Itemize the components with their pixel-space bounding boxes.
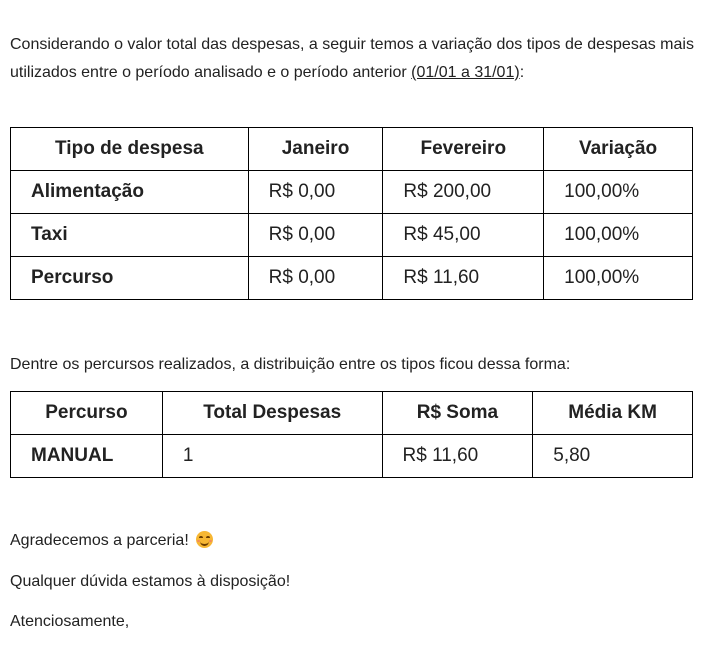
column-header: Percurso	[11, 392, 163, 435]
column-header: Tipo de despesa	[11, 128, 249, 171]
thanks-line	[10, 530, 213, 552]
period-link[interactable]: (01/01 a 31/01)	[411, 64, 520, 81]
table-cell: R$ 0,00	[248, 257, 383, 300]
route-distribution-table	[10, 391, 693, 478]
intro-text: Considerando o valor total das despesas, a seguir temos a variação dos tipos de despesas mais utilizados entre o período analisado e o período anterior	[10, 36, 694, 81]
column-header: Janeiro	[248, 128, 383, 171]
table-row	[11, 257, 693, 300]
column-header: Fevereiro	[383, 128, 544, 171]
table-cell: 1	[162, 435, 382, 478]
table-header-row	[11, 128, 693, 171]
column-header: Total Despesas	[162, 392, 382, 435]
questions-text: Qualquer dúvida estamos à disposição!	[10, 573, 291, 590]
table-cell: R$ 11,60	[383, 257, 544, 300]
table-cell: R$ 0,00	[248, 171, 383, 214]
table-cell: R$ 0,00	[248, 214, 383, 257]
smiling-face-icon	[196, 531, 213, 548]
route-type-cell: MANUAL	[11, 435, 163, 478]
table-row	[11, 435, 693, 478]
distribution-text: Dentre os percursos realizados, a distribuição entre os tipos ficou dessa forma:	[10, 356, 571, 373]
table-cell: R$ 11,60	[382, 435, 533, 478]
column-header: Variação	[544, 128, 693, 171]
table-cell: R$ 200,00	[383, 171, 544, 214]
table-row	[11, 214, 693, 257]
intro-paragraph	[10, 31, 700, 87]
expense-type-cell: Alimentação	[11, 171, 249, 214]
expense-type-cell: Taxi	[11, 214, 249, 257]
expense-type-cell: Percurso	[11, 257, 249, 300]
table-cell: 100,00%	[544, 257, 693, 300]
column-header: Média KM	[533, 392, 693, 435]
expense-variation-table	[10, 127, 693, 300]
signoff-text: Atenciosamente,	[10, 613, 130, 630]
thanks-text: Agradecemos a parceria!	[10, 532, 189, 549]
table-cell: 5,80	[533, 435, 693, 478]
column-header: R$ Soma	[382, 392, 533, 435]
table-cell: 100,00%	[544, 171, 693, 214]
table-cell: R$ 45,00	[383, 214, 544, 257]
table-row	[11, 171, 693, 214]
intro-suffix: :	[519, 64, 525, 81]
table-cell: 100,00%	[544, 214, 693, 257]
table-header-row	[11, 392, 693, 435]
